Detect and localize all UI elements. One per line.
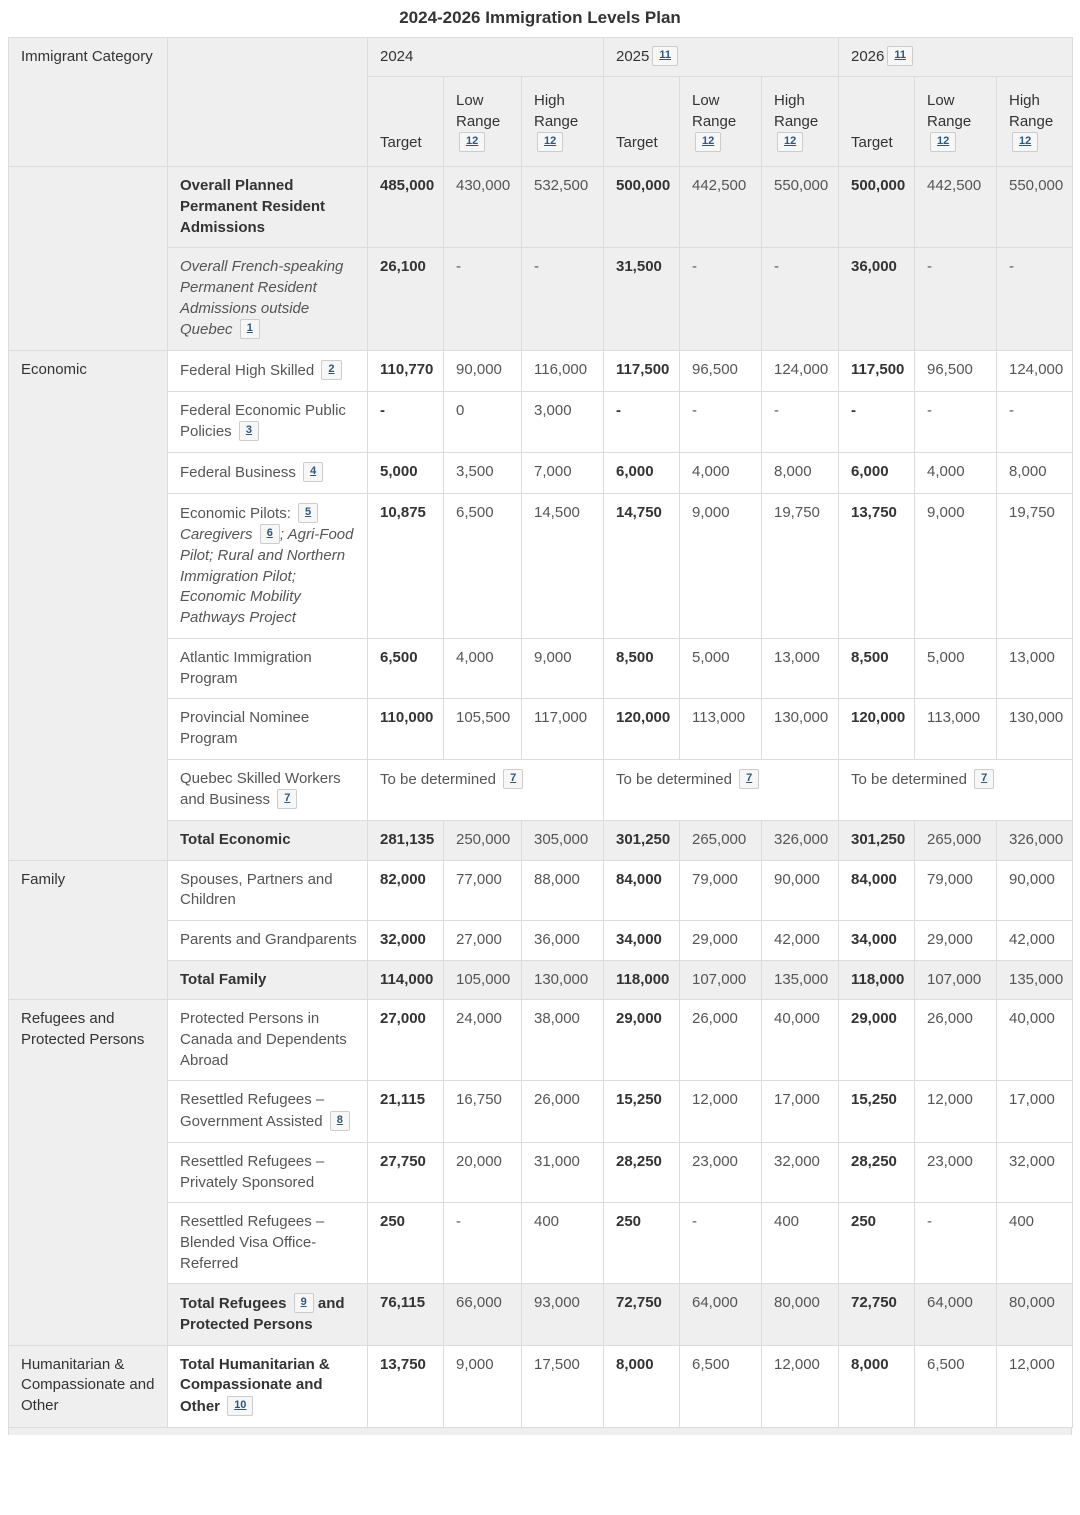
page-title: 2024-2026 Immigration Levels Plan — [399, 8, 681, 27]
year-label: 2025 — [616, 48, 650, 66]
footnote-link-2[interactable]: 2 — [321, 360, 341, 380]
row-label-text: Overall French-speaking Permanent Resident Admissions outside Quebec — [180, 258, 344, 339]
data-cell: 32,000 — [762, 1142, 839, 1202]
data-cell: 116,000 — [522, 350, 604, 391]
high-range-label: High Range — [534, 92, 579, 130]
header-immigrant-category: Immigrant Category — [9, 38, 168, 167]
data-cell: 6,500 — [368, 638, 444, 698]
data-cell: 12,000 — [997, 1345, 1073, 1427]
row-label-text: Resettled Refugees – Blended Visa Office-Referred — [180, 1213, 325, 1272]
data-cell: 326,000 — [762, 820, 839, 860]
footnote-link-9[interactable]: 9 — [294, 1293, 314, 1313]
row-label-text: Overall Planned Permanent Resident Admissions — [180, 177, 326, 236]
footnote-link-12[interactable]: 12 — [537, 132, 563, 152]
row-label — [168, 1000, 368, 1081]
data-cell: 250 — [368, 1203, 444, 1284]
data-cell: 80,000 — [762, 1284, 839, 1345]
data-cell: 26,000 — [915, 1000, 997, 1081]
data-cell: - — [368, 391, 444, 452]
footnote-link-4[interactable]: 4 — [303, 462, 323, 482]
data-cell: 4,000 — [444, 638, 522, 698]
tbd-cell — [368, 759, 604, 820]
row-label-text: Total Economic — [180, 830, 291, 848]
row-label — [168, 248, 368, 351]
data-cell: 130,000 — [522, 960, 604, 1000]
data-cell: 28,250 — [839, 1142, 915, 1202]
row-label-text: Resettled Refugees – Privately Sponsored — [180, 1152, 325, 1191]
data-cell: 0 — [444, 391, 522, 452]
table-row — [9, 1284, 1073, 1345]
category-cell-refugees-and-protected-persons: Refugees and Protected Persons — [9, 1000, 168, 1345]
data-cell: 32,000 — [997, 1142, 1073, 1202]
data-cell: 118,000 — [839, 960, 915, 1000]
data-cell: 550,000 — [997, 167, 1073, 248]
tbd-text: To be determined — [851, 770, 972, 788]
data-cell: 281,135 — [368, 820, 444, 860]
year-label: 2026 — [851, 48, 885, 66]
data-cell: 250,000 — [444, 820, 522, 860]
table-row — [9, 1203, 1073, 1284]
data-cell: 15,250 — [839, 1081, 915, 1142]
data-cell: 64,000 — [680, 1284, 762, 1345]
data-cell: 130,000 — [762, 699, 839, 759]
data-cell: 26,000 — [680, 1000, 762, 1081]
data-cell: 6,500 — [915, 1345, 997, 1427]
data-cell: 4,000 — [915, 453, 997, 494]
footnote-link-7[interactable]: 7 — [503, 769, 523, 789]
footnote-link-5[interactable]: 5 — [298, 503, 318, 523]
data-cell: 82,000 — [368, 860, 444, 920]
data-cell: 13,000 — [762, 638, 839, 698]
data-cell: 79,000 — [680, 860, 762, 920]
data-cell: 107,000 — [680, 960, 762, 1000]
row-label — [168, 1142, 368, 1202]
data-cell: 31,000 — [522, 1142, 604, 1202]
data-cell: 6,500 — [680, 1345, 762, 1427]
data-cell: 105,000 — [444, 960, 522, 1000]
data-cell: 84,000 — [839, 860, 915, 920]
immigration-levels-page — [0, 8, 1080, 1435]
data-cell: 8,500 — [604, 638, 680, 698]
data-cell: 29,000 — [915, 921, 997, 961]
data-cell: 32,000 — [368, 921, 444, 961]
data-cell: - — [997, 391, 1073, 452]
table-row — [9, 921, 1073, 961]
data-cell: 500,000 — [604, 167, 680, 248]
row-label-text: Economic Pilots: — [180, 504, 296, 522]
tbd-text: To be determined — [616, 770, 737, 788]
high-range-label: High Range — [774, 92, 819, 130]
data-cell: 442,500 — [680, 167, 762, 248]
data-cell: 23,000 — [680, 1142, 762, 1202]
data-cell: 114,000 — [368, 960, 444, 1000]
table-row — [9, 1142, 1073, 1202]
data-cell: 9,000 — [444, 1345, 522, 1427]
footnote-link-11[interactable]: 11 — [652, 46, 678, 66]
header-high-range-2026 — [997, 77, 1073, 167]
data-cell: 8,500 — [839, 638, 915, 698]
data-cell: 124,000 — [997, 350, 1073, 391]
data-cell: 135,000 — [762, 960, 839, 1000]
header-target-2024: Target — [368, 77, 444, 167]
data-cell: 326,000 — [997, 820, 1073, 860]
data-cell: 34,000 — [604, 921, 680, 961]
data-cell: - — [762, 248, 839, 351]
table-row — [9, 248, 1073, 351]
data-cell: 105,500 — [444, 699, 522, 759]
data-cell: 42,000 — [762, 921, 839, 961]
row-label — [168, 1284, 368, 1345]
data-cell: 34,000 — [839, 921, 915, 961]
data-cell: 19,750 — [997, 493, 1073, 638]
data-cell: 12,000 — [915, 1081, 997, 1142]
row-label-text: Caregivers — [180, 526, 257, 544]
row-label-text: and Protected Persons — [180, 1295, 345, 1333]
data-cell: 130,000 — [997, 699, 1073, 759]
data-cell: 4,000 — [680, 453, 762, 494]
data-cell: 42,000 — [997, 921, 1073, 961]
table-row — [9, 1000, 1073, 1081]
row-label — [168, 493, 368, 638]
footnote-link-12[interactable]: 12 — [777, 132, 803, 152]
row-label-text: Atlantic Immigration Program — [180, 648, 312, 687]
category-cell-humanitarian-compassionate-and-other: Humanitarian & Compassionate and Other — [9, 1345, 168, 1427]
data-cell: 80,000 — [997, 1284, 1073, 1345]
row-label — [168, 167, 368, 248]
row-label-text: Protected Persons in Canada and Dependents Abroad — [180, 1010, 347, 1069]
data-cell: 64,000 — [915, 1284, 997, 1345]
data-cell: 14,500 — [522, 493, 604, 638]
data-cell: 110,770 — [368, 350, 444, 391]
row-label-text: Total Humanitarian & Compassionate and Other — [180, 1355, 330, 1416]
low-range-label: Low Range — [456, 92, 501, 130]
data-cell: 110,000 — [368, 699, 444, 759]
category-cell-economic: Economic — [9, 350, 168, 860]
row-label-text: Resettled Refugees – Government Assisted — [180, 1091, 327, 1131]
category-cell-family: Family — [9, 860, 168, 1000]
table-cutoff-strip — [8, 1428, 1072, 1435]
data-cell: 3,000 — [522, 391, 604, 452]
data-cell: 72,750 — [604, 1284, 680, 1345]
data-cell: 485,000 — [368, 167, 444, 248]
data-cell: 9,000 — [915, 493, 997, 638]
header-year-2026 — [839, 38, 1073, 77]
footnote-link-1[interactable]: 1 — [240, 319, 260, 339]
data-cell: 90,000 — [444, 350, 522, 391]
data-cell: 27,000 — [444, 921, 522, 961]
data-cell: 93,000 — [522, 1284, 604, 1345]
table-row — [9, 167, 1073, 248]
data-cell: 10,875 — [368, 493, 444, 638]
data-cell: 5,000 — [915, 638, 997, 698]
data-cell: - — [444, 248, 522, 351]
footnote-link-7[interactable]: 7 — [277, 789, 297, 809]
data-cell: - — [915, 248, 997, 351]
data-cell: 27,750 — [368, 1142, 444, 1202]
data-cell: 27,000 — [368, 1000, 444, 1081]
data-cell: 38,000 — [522, 1000, 604, 1081]
data-cell: - — [522, 248, 604, 351]
data-cell: 8,000 — [762, 453, 839, 494]
data-cell: 12,000 — [762, 1345, 839, 1427]
immigration-levels-table — [8, 37, 1073, 1427]
data-cell: 400 — [762, 1203, 839, 1284]
data-cell: 16,750 — [444, 1081, 522, 1142]
row-label — [168, 1345, 368, 1427]
data-cell: 28,250 — [604, 1142, 680, 1202]
table-row — [9, 699, 1073, 759]
data-cell: 90,000 — [762, 860, 839, 920]
data-cell: 36,000 — [839, 248, 915, 351]
tbd-text: To be determined — [380, 770, 501, 788]
row-label — [168, 638, 368, 698]
data-cell: 9,000 — [680, 493, 762, 638]
data-cell: 19,750 — [762, 493, 839, 638]
data-cell: 3,500 — [444, 453, 522, 494]
data-cell: - — [762, 391, 839, 452]
data-cell: 72,750 — [839, 1284, 915, 1345]
data-cell: - — [915, 1203, 997, 1284]
footnote-link-11[interactable]: 11 — [887, 46, 913, 66]
data-cell: 5,000 — [680, 638, 762, 698]
data-cell: 6,500 — [444, 493, 522, 638]
data-cell: 23,000 — [915, 1142, 997, 1202]
data-cell: 13,750 — [368, 1345, 444, 1427]
low-range-label: Low Range — [692, 92, 737, 130]
table-row — [9, 350, 1073, 391]
row-label-text: ; Agri-Food Pilot; Rural and Northern Immigration Pilot; Economic Mobility Pathways Project — [180, 526, 354, 627]
data-cell: 265,000 — [915, 820, 997, 860]
table-row — [9, 820, 1073, 860]
table-row — [9, 1345, 1073, 1427]
header-target-2025: Target — [604, 77, 680, 167]
data-cell: - — [604, 391, 680, 452]
data-cell: 265,000 — [680, 820, 762, 860]
footnote-link-12[interactable]: 12 — [459, 132, 485, 152]
row-label — [168, 820, 368, 860]
footnote-link-7[interactable]: 7 — [739, 769, 759, 789]
data-cell: 96,500 — [915, 350, 997, 391]
data-cell: 250 — [604, 1203, 680, 1284]
data-cell: - — [915, 391, 997, 452]
row-label-text: Provincial Nominee Program — [180, 709, 310, 747]
header-low-range-2024 — [444, 77, 522, 167]
high-range-label: High Range — [1009, 92, 1054, 130]
year-label: 2024 — [380, 47, 414, 65]
data-cell: 442,500 — [915, 167, 997, 248]
data-cell: 77,000 — [444, 860, 522, 920]
data-cell: 20,000 — [444, 1142, 522, 1202]
data-cell: 117,500 — [839, 350, 915, 391]
data-cell: 76,115 — [368, 1284, 444, 1345]
data-cell: 12,000 — [680, 1081, 762, 1142]
header-year-row — [9, 38, 1073, 77]
header-subcategory-blank — [168, 38, 368, 167]
category-cell-blank — [9, 167, 168, 351]
data-cell: - — [997, 248, 1073, 351]
data-cell: 84,000 — [604, 860, 680, 920]
footnote-link-12[interactable]: 12 — [930, 132, 956, 152]
data-cell: 8,000 — [997, 453, 1073, 494]
data-cell: 96,500 — [680, 350, 762, 391]
data-cell: 107,000 — [915, 960, 997, 1000]
data-cell: 430,000 — [444, 167, 522, 248]
data-cell: 66,000 — [444, 1284, 522, 1345]
data-cell: - — [680, 248, 762, 351]
data-cell: 40,000 — [997, 1000, 1073, 1081]
data-cell: 118,000 — [604, 960, 680, 1000]
data-cell: - — [839, 391, 915, 452]
data-cell: 117,500 — [604, 350, 680, 391]
row-label — [168, 699, 368, 759]
data-cell: 26,100 — [368, 248, 444, 351]
data-cell: 301,250 — [604, 820, 680, 860]
data-cell: 532,500 — [522, 167, 604, 248]
data-cell: - — [444, 1203, 522, 1284]
data-cell: 9,000 — [522, 638, 604, 698]
row-label — [168, 860, 368, 920]
footnote-link-3[interactable]: 3 — [239, 421, 259, 441]
data-cell: 6,000 — [839, 453, 915, 494]
data-cell: 15,250 — [604, 1081, 680, 1142]
data-cell: 17,000 — [762, 1081, 839, 1142]
table-row — [9, 453, 1073, 494]
data-cell: 117,000 — [522, 699, 604, 759]
table-row — [9, 960, 1073, 1000]
row-label-text: Federal High Skilled — [180, 361, 319, 379]
data-cell: 305,000 — [522, 820, 604, 860]
data-cell: 31,500 — [604, 248, 680, 351]
data-cell: 7,000 — [522, 453, 604, 494]
tbd-cell — [604, 759, 839, 820]
table-row — [9, 860, 1073, 920]
footnote-link-12[interactable]: 12 — [1012, 132, 1038, 152]
table-row — [9, 638, 1073, 698]
header-target-2026: Target — [839, 77, 915, 167]
footnote-link-6[interactable]: 6 — [260, 524, 280, 544]
data-cell: 13,750 — [839, 493, 915, 638]
table-row — [9, 759, 1073, 820]
data-cell: 113,000 — [680, 699, 762, 759]
row-label-text: Federal Business — [180, 464, 301, 482]
data-cell: 120,000 — [839, 699, 915, 759]
data-cell: 113,000 — [915, 699, 997, 759]
data-cell: 29,000 — [839, 1000, 915, 1081]
header-low-range-2026 — [915, 77, 997, 167]
data-cell: 500,000 — [839, 167, 915, 248]
data-cell: 29,000 — [680, 921, 762, 961]
data-cell: 40,000 — [762, 1000, 839, 1081]
data-cell: 90,000 — [997, 860, 1073, 920]
data-cell: 400 — [997, 1203, 1073, 1284]
table-row — [9, 493, 1073, 638]
data-cell: 79,000 — [915, 860, 997, 920]
data-cell: 6,000 — [604, 453, 680, 494]
row-label — [168, 921, 368, 961]
data-cell: 301,250 — [839, 820, 915, 860]
data-cell: 21,115 — [368, 1081, 444, 1142]
row-label-text: Parents and Grandparents — [180, 931, 357, 949]
data-cell: 5,000 — [368, 453, 444, 494]
data-cell: 13,000 — [997, 638, 1073, 698]
data-cell: 14,750 — [604, 493, 680, 638]
row-label — [168, 960, 368, 1000]
header-low-range-2025 — [680, 77, 762, 167]
data-cell: 17,500 — [522, 1345, 604, 1427]
data-cell: 120,000 — [604, 699, 680, 759]
data-cell: - — [680, 1203, 762, 1284]
low-range-label: Low Range — [927, 92, 972, 130]
data-cell: 24,000 — [444, 1000, 522, 1081]
row-label — [168, 350, 368, 391]
data-cell: 250 — [839, 1203, 915, 1284]
table-row — [9, 1081, 1073, 1142]
footnote-link-7[interactable]: 7 — [974, 769, 994, 789]
footnote-link-8[interactable]: 8 — [330, 1111, 350, 1131]
footnote-link-10[interactable]: 10 — [227, 1396, 253, 1416]
data-cell: 36,000 — [522, 921, 604, 961]
header-high-range-2025 — [762, 77, 839, 167]
row-label — [168, 391, 368, 452]
data-cell: 29,000 — [604, 1000, 680, 1081]
header-year-2024 — [368, 38, 604, 77]
data-cell: 8,000 — [839, 1345, 915, 1427]
row-label-text: Quebec Skilled Workers and Business — [180, 769, 341, 809]
data-cell: 17,000 — [997, 1081, 1073, 1142]
row-label-text: Total Refugees — [180, 1295, 291, 1313]
row-label-text: Spouses, Partners and Children — [180, 870, 333, 909]
header-year-2025 — [604, 38, 839, 77]
data-cell: 8,000 — [604, 1345, 680, 1427]
data-cell: 26,000 — [522, 1081, 604, 1142]
data-cell: 124,000 — [762, 350, 839, 391]
row-label — [168, 1081, 368, 1142]
data-cell: - — [680, 391, 762, 452]
row-label — [168, 759, 368, 820]
footnote-link-12[interactable]: 12 — [695, 132, 721, 152]
row-label — [168, 1203, 368, 1284]
row-label — [168, 453, 368, 494]
table-row — [9, 391, 1073, 452]
data-cell: 400 — [522, 1203, 604, 1284]
tbd-cell — [839, 759, 1073, 820]
data-cell: 88,000 — [522, 860, 604, 920]
data-cell: 135,000 — [997, 960, 1073, 1000]
data-cell: 550,000 — [762, 167, 839, 248]
header-high-range-2024 — [522, 77, 604, 167]
row-label-text: Total Family — [180, 970, 267, 988]
row-label-text: Federal Economic Public Policies — [180, 401, 346, 441]
